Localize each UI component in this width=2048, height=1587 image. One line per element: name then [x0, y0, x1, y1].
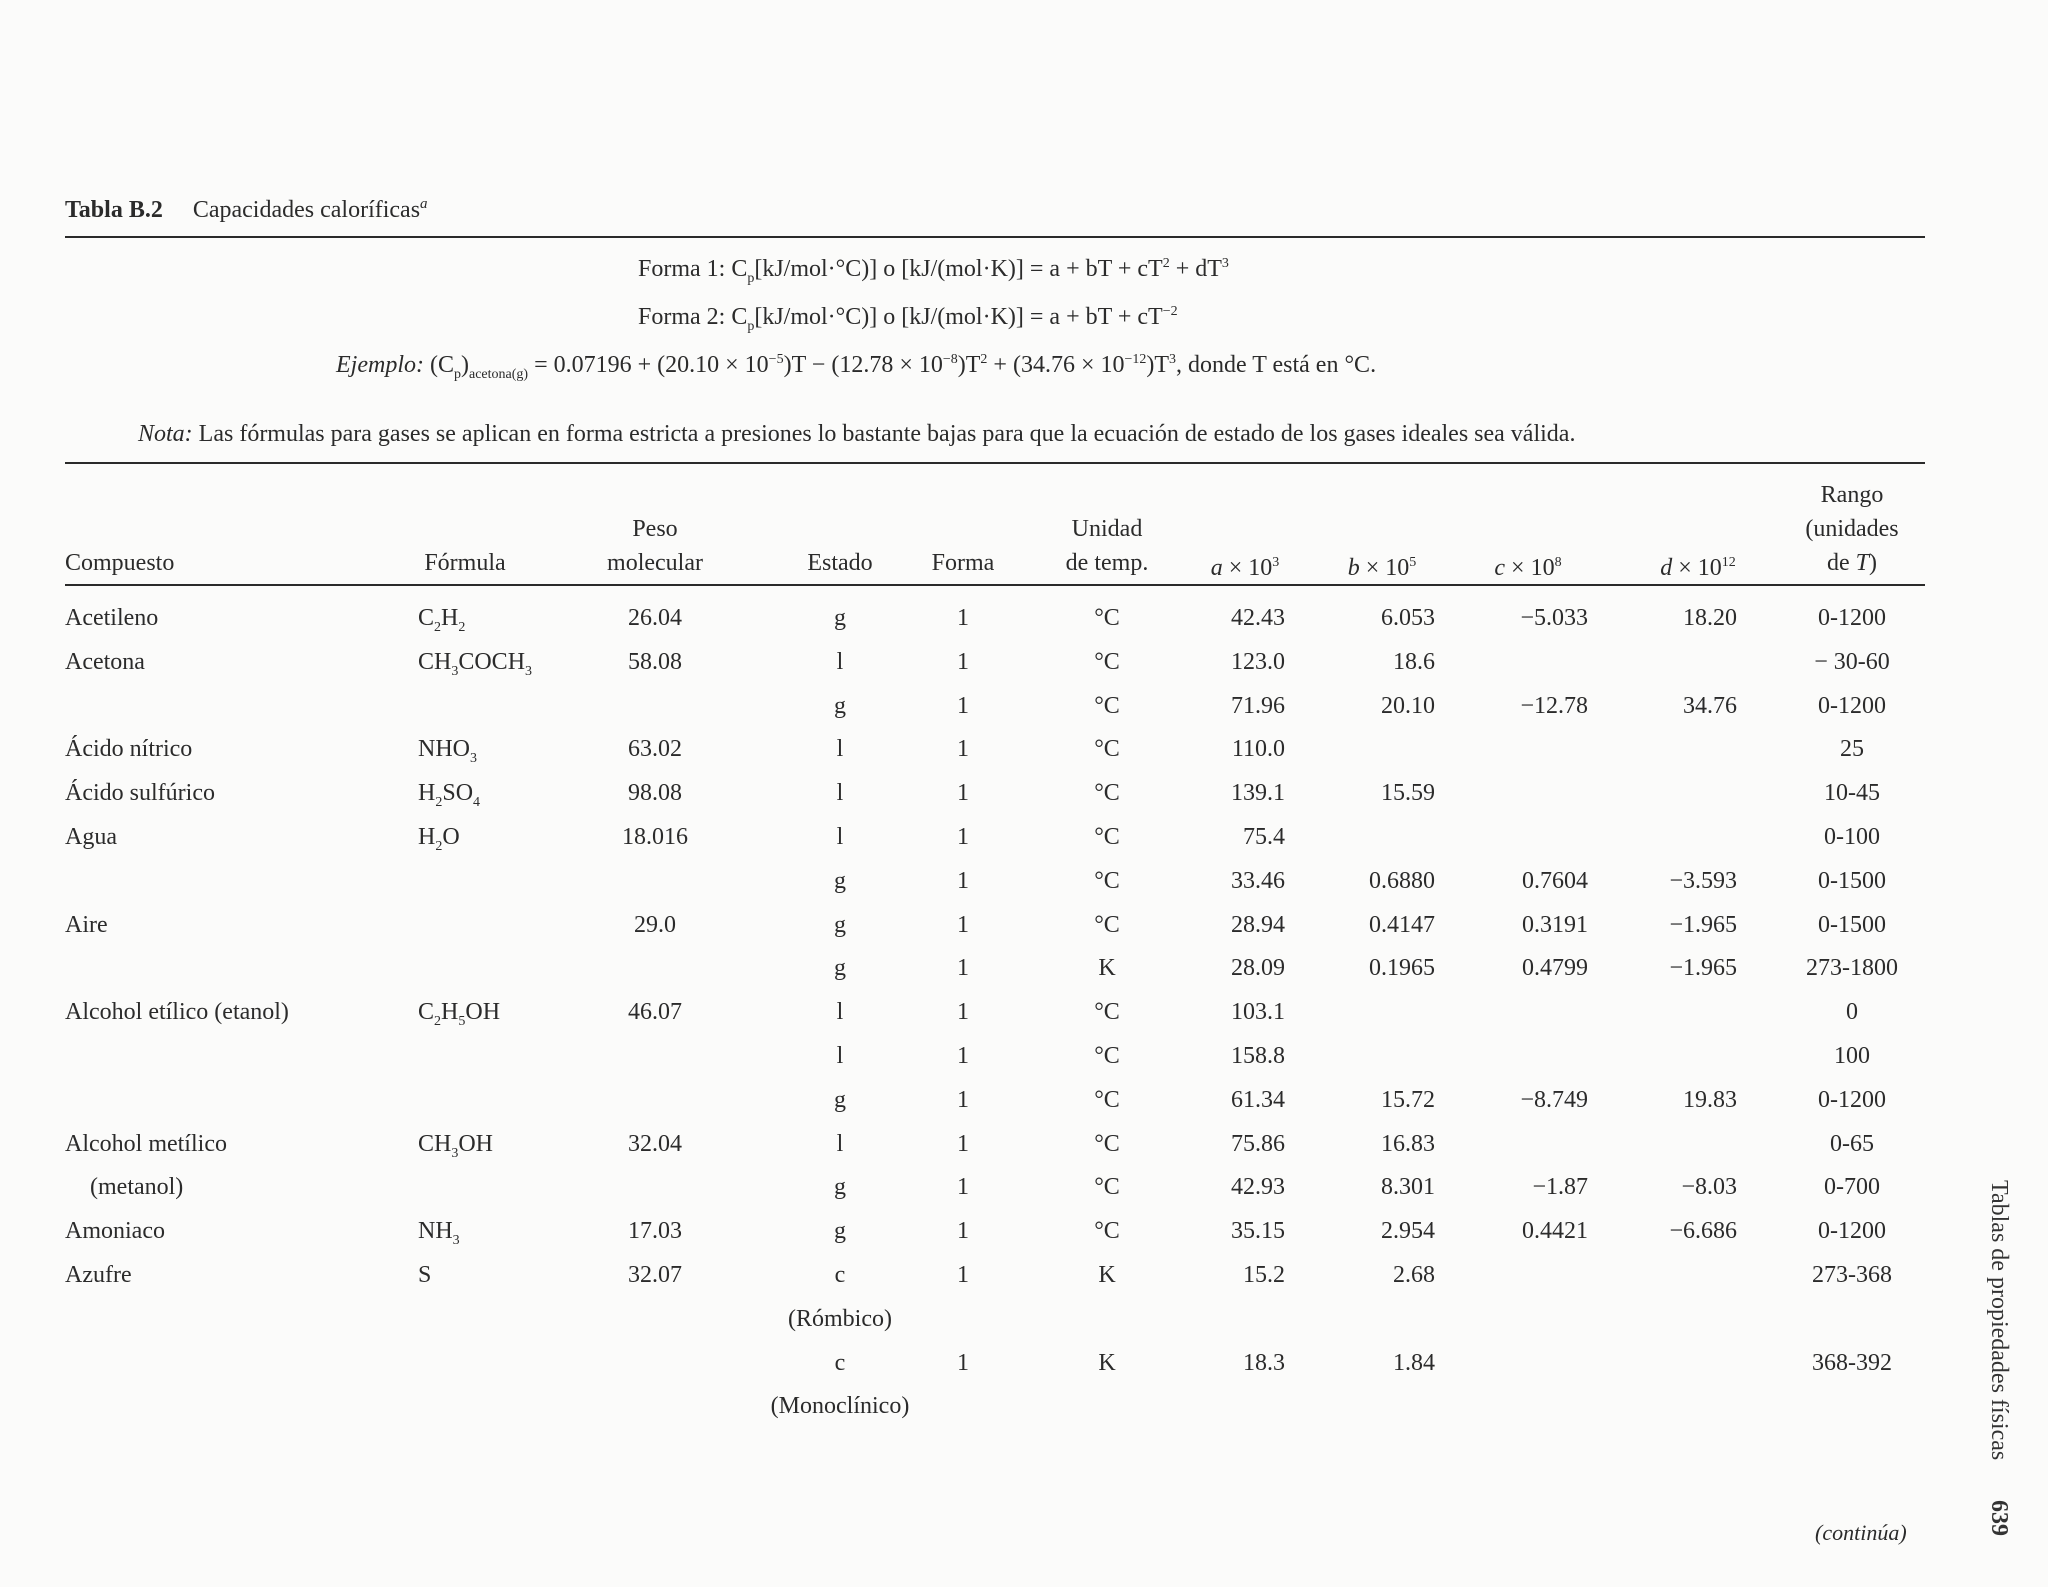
cell-mw: 32.04 [628, 1130, 682, 1157]
cell-form: 1 [957, 648, 969, 675]
note-label: Nota: [138, 421, 193, 447]
cell-compound: Azufre [65, 1262, 132, 1288]
cell-c: 0.4421 [1522, 1218, 1588, 1245]
cell-compound: Alcohol metílico [65, 1130, 227, 1157]
cell-formula: $C_2H_5OH$ [418, 999, 501, 1029]
header-bottom-rule [65, 584, 1925, 586]
cell-form: 1 [957, 824, 969, 850]
cell-range: 0-65 [1830, 1130, 1874, 1157]
header-unit: Unidad de temp. [1065, 516, 1149, 576]
example-label: Ejemplo: [336, 352, 424, 378]
cell-b: 1.84 [1393, 1349, 1435, 1376]
cell-mw: 58.08 [628, 648, 682, 675]
cell-d: −6.686 [1669, 1218, 1737, 1245]
side-title: Tablas de propiedades físicas [1986, 1180, 2012, 1461]
cell-form: 1 [957, 867, 969, 894]
cell-range: 0-1500 [1818, 867, 1886, 894]
cell-compound: Alcohol etílico (etanol) [65, 999, 289, 1026]
header-state: Estado [807, 550, 873, 576]
cell-state: g [834, 1174, 846, 1201]
cell-a: 71.96 [1231, 692, 1285, 719]
cell-a: 15.2 [1243, 1262, 1285, 1288]
forms-block [638, 247, 1229, 343]
cell-state: g [834, 1086, 846, 1113]
cell-compound: Ácido nítrico [65, 736, 193, 763]
cell-compound: Amoniaco [65, 1218, 165, 1245]
cell-formula: S [418, 1262, 432, 1288]
example-line [336, 352, 1376, 383]
cell-state: l [836, 736, 844, 763]
cell-range: 10-45 [1824, 780, 1880, 807]
cell-form: 1 [957, 911, 969, 938]
cell-unit: °C [1094, 736, 1120, 763]
cell-form: 1 [957, 1218, 969, 1245]
cell-unit: K [1098, 1349, 1116, 1376]
cell-a: 61.34 [1231, 1086, 1285, 1113]
cell-d: 34.76 [1683, 692, 1737, 719]
cell-state: c [834, 1262, 846, 1288]
cell-form: 1 [957, 1043, 969, 1069]
cell-form: 1 [957, 692, 969, 719]
header-b: $b \times 10^5$ [1347, 555, 1417, 581]
cell-unit: °C [1094, 1174, 1120, 1201]
cell-d: −3.593 [1669, 867, 1737, 894]
cell-unit: °C [1094, 999, 1120, 1026]
cell-d: 18.20 [1683, 605, 1737, 631]
cell-range: 0-1200 [1818, 1218, 1886, 1245]
cell-range: 0-100 [1824, 824, 1880, 850]
cell-b: 0.1965 [1369, 955, 1435, 982]
cell-b: 15.72 [1381, 1086, 1435, 1113]
cell-unit: °C [1094, 648, 1120, 675]
cell-unit: °C [1094, 1043, 1120, 1069]
cell-unit: °C [1094, 692, 1120, 719]
cell-range: 0-1200 [1818, 605, 1886, 631]
cell-b: 6.053 [1381, 605, 1435, 631]
cell-range: 0-1200 [1818, 692, 1886, 719]
cell-b: 8.301 [1381, 1174, 1435, 1201]
cell-formula: $H_2O$ [418, 824, 460, 854]
cell-range: 368-392 [1812, 1349, 1892, 1376]
cell-formula: $CH_3OH$ [418, 1130, 494, 1161]
cell-a: 158.8 [1231, 1043, 1285, 1069]
table-title: Capacidades caloríficas [192, 197, 421, 223]
cell-range: 0-700 [1824, 1174, 1880, 1201]
cell-compound: (metanol) [90, 1174, 184, 1201]
cell-mw: 32.07 [628, 1262, 682, 1288]
cell-state: g [834, 955, 846, 982]
cell-c: 0.4799 [1522, 955, 1588, 982]
cell-compound: Aire [65, 911, 108, 938]
cell-formula: $CH_3COCH_3$ [418, 648, 533, 679]
cell-c: 0.7604 [1522, 867, 1588, 894]
note-text: Las fórmulas para gases se aplican en forma estricta a presiones lo bastante bajas para que la ecuación de estado de los gases ideales sea válida. [198, 421, 1576, 447]
cell-mw: 98.08 [628, 780, 682, 807]
cell-b: 20.10 [1381, 692, 1435, 719]
cell-state: l [836, 1043, 844, 1069]
cell-mw: 29.0 [634, 911, 676, 938]
cell-c: 0.3191 [1522, 911, 1588, 938]
cell-compound: Acetileno [65, 605, 159, 631]
cell-range: 0 [1846, 999, 1858, 1026]
cell-state: (Monoclínico) [770, 1393, 910, 1420]
cell-range: 0-1500 [1818, 911, 1886, 938]
cell-mw: 18.016 [622, 824, 688, 850]
cell-state: g [834, 911, 846, 938]
cell-a: 110.0 [1231, 736, 1285, 763]
cell-unit: K [1098, 1262, 1116, 1288]
cell-a: 123.0 [1231, 648, 1285, 675]
cell-form: 1 [957, 1262, 969, 1288]
cell-unit: °C [1094, 911, 1120, 938]
example-text: $(C_p)_{acetona(g)} = 0.07196 + (20.10 \times 10^{-5})T - (12.78 \times 10^{-8})T^2 + (34.76 \times 10^{-12})T^3$, donde T está en °C. [429, 352, 1377, 382]
header-form: Forma [931, 550, 995, 576]
cell-c: −5.033 [1520, 605, 1588, 631]
cell-state: g [834, 605, 846, 631]
side-running-title [1985, 1180, 2012, 1536]
table-caption [65, 196, 428, 224]
cell-d: −8.03 [1681, 1174, 1737, 1201]
cell-form: 1 [957, 1174, 969, 1201]
header-top-rule [65, 462, 1925, 464]
continued-label: (continúa) [1815, 1520, 1907, 1545]
cell-b: 18.6 [1393, 648, 1435, 675]
cell-form: 1 [957, 1086, 969, 1113]
cell-a: 28.94 [1231, 911, 1285, 938]
cell-a: 33.46 [1231, 867, 1285, 894]
header-d: $d \times 10^{12}$ [1660, 555, 1736, 581]
cell-d: 19.83 [1683, 1086, 1737, 1113]
cell-state: l [836, 824, 844, 850]
cell-state: l [836, 1130, 844, 1157]
cell-d: −1.965 [1669, 911, 1737, 938]
cell-unit: °C [1094, 780, 1120, 807]
cell-unit: °C [1094, 824, 1120, 850]
cell-mw: 17.03 [628, 1218, 682, 1245]
cell-range: 100 [1834, 1043, 1870, 1069]
cell-a: 75.4 [1243, 824, 1285, 850]
cell-unit: °C [1094, 1086, 1120, 1113]
cell-state: l [836, 648, 844, 675]
cell-d: −1.965 [1669, 955, 1737, 982]
cell-c: −12.78 [1520, 692, 1588, 719]
cell-form: 1 [957, 955, 969, 982]
cell-formula: $NHO_3$ [418, 736, 477, 767]
note-line [138, 421, 1575, 448]
cell-b: 16.83 [1381, 1130, 1435, 1157]
cell-a: 42.43 [1231, 605, 1285, 631]
cell-unit: °C [1094, 605, 1120, 631]
cell-range: 0-1200 [1818, 1086, 1886, 1113]
cell-mw: 46.07 [628, 999, 682, 1026]
cell-state: g [834, 867, 846, 894]
header-c: $c \times 10^8$ [1494, 555, 1562, 581]
cell-b: 2.68 [1393, 1262, 1435, 1288]
cell-range: 273-1800 [1806, 955, 1898, 982]
cell-b: 15.59 [1381, 780, 1435, 807]
cell-range: 25 [1840, 736, 1864, 763]
cell-a: 42.93 [1231, 1174, 1285, 1201]
header-range: Rango (unidades de T) [1805, 482, 1899, 576]
cell-a: 139.1 [1231, 780, 1285, 807]
cell-state: l [836, 999, 844, 1026]
cell-form: 1 [957, 999, 969, 1026]
header-formula: Fórmula [424, 550, 506, 576]
cell-form: 1 [957, 1349, 969, 1376]
cell-unit: °C [1094, 1130, 1120, 1157]
cell-state: c [834, 1349, 846, 1376]
cell-a: 75.86 [1231, 1130, 1285, 1157]
form-1-equation: Forma 1: $C_p[kJ/mol\cdot^\circ C)$] o [kJ/(mol·K)] = a + bT + $cT^2 + dT^3$ [638, 256, 1229, 286]
cell-unit: °C [1094, 867, 1120, 894]
cell-range: − 30-60 [1814, 648, 1890, 675]
cell-form: 1 [957, 736, 969, 763]
cell-a: 35.15 [1231, 1218, 1285, 1245]
cell-state: g [834, 1218, 846, 1245]
cell-compound: Agua [65, 824, 117, 850]
cell-unit: °C [1094, 1218, 1120, 1245]
footnote-mark: a [420, 196, 428, 212]
cell-compound: Ácido sulfúrico [65, 780, 215, 807]
cell-mw: 63.02 [628, 736, 682, 763]
top-rule [65, 236, 1925, 238]
cell-a: 18.3 [1243, 1349, 1285, 1376]
cell-c: −1.87 [1532, 1174, 1588, 1201]
cell-formula: $NH_3$ [418, 1218, 460, 1248]
cell-mw: 26.04 [628, 605, 682, 631]
cell-state: (Rómbico) [788, 1305, 892, 1332]
cell-c: −8.749 [1520, 1086, 1588, 1113]
header-a: $a \times 10^3$ [1210, 555, 1280, 581]
header-compound: Compuesto [65, 550, 175, 576]
page-number: 639 [1986, 1500, 2012, 1537]
cell-a: 28.09 [1231, 955, 1285, 982]
cell-compound: Acetona [65, 648, 145, 675]
cell-formula: $C_2H_2$ [418, 605, 466, 635]
table-number: Tabla B.2 [65, 197, 163, 223]
cell-form: 1 [957, 780, 969, 807]
cell-b: 2.954 [1381, 1218, 1435, 1245]
cell-unit: K [1098, 955, 1116, 982]
cell-form: 1 [957, 605, 969, 631]
cell-state: g [834, 692, 846, 719]
cell-b: 0.4147 [1369, 911, 1435, 938]
cell-formula: $H_2SO_4$ [418, 780, 481, 810]
cell-range: 273-368 [1812, 1262, 1892, 1288]
cell-a: 103.1 [1231, 999, 1285, 1026]
header-mw: Peso molecular [607, 516, 703, 576]
cell-form: 1 [957, 1130, 969, 1157]
cell-b: 0.6880 [1369, 867, 1435, 894]
form-2-equation: Forma 2: $C_p[kJ/mol\cdot^\circ C)$] o [kJ/(mol·K)] = a + bT + $cT^{-2}$ [638, 303, 1178, 334]
cell-state: l [836, 780, 844, 807]
